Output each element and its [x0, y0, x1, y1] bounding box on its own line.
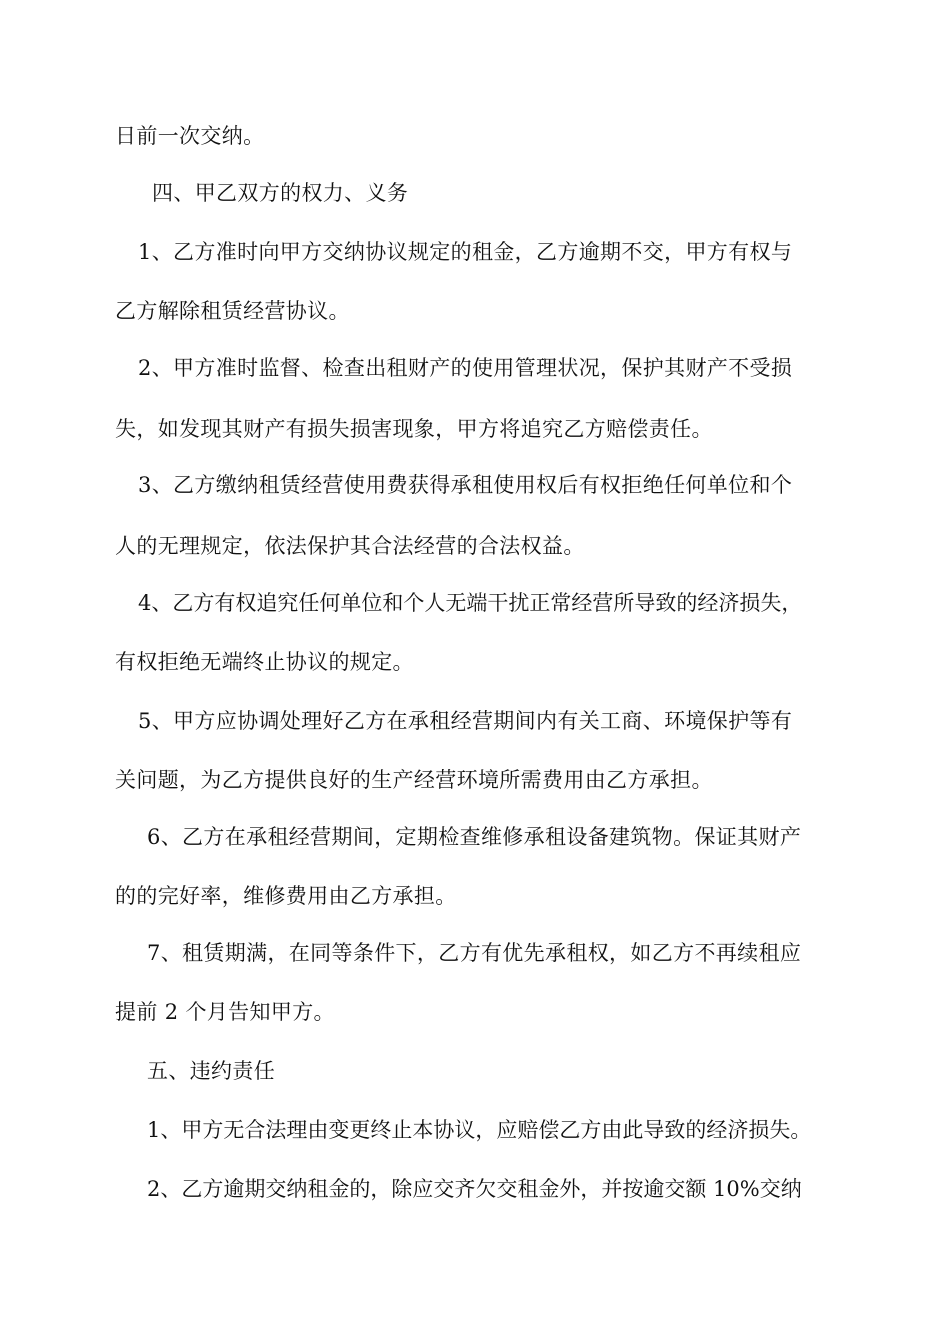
- clause-4-4-line-2: 有权拒绝无端终止协议的规定。: [115, 650, 414, 674]
- clause-5-2-line-1: 2、乙方逾期交纳租金的，除应交齐欠交租金外，并按逾交额 10%交纳: [147, 1177, 802, 1201]
- clause-4-6-line-1: 6、乙方在承租经营期间，定期检查维修承租设备建筑物。保证其财产: [147, 825, 802, 849]
- clause-4-7-line-1: 7、租赁期满，在同等条件下，乙方有优先承租权，如乙方不再续租应: [147, 941, 802, 965]
- clause-4-5-line-1: 5、甲方应协调处理好乙方在承租经营期间内有关工商、环境保护等有: [138, 709, 793, 733]
- clause-4-2-line-2: 失，如发现其财产有损失损害现象，甲方将追究乙方赔偿责任。: [115, 417, 713, 441]
- text-line-1: 日前一次交纳。: [115, 124, 265, 148]
- clause-4-3-line-1: 3、乙方缴纳租赁经营使用费获得承租使用权后有权拒绝任何单位和个: [138, 473, 793, 497]
- clause-4-1-line-2: 乙方解除租赁经营协议。: [115, 299, 350, 323]
- clause-4-1-line-1: 1、乙方准时向甲方交纳协议规定的租金，乙方逾期不交，甲方有权与: [138, 240, 793, 264]
- clause-4-6-line-2: 的的完好率，维修费用由乙方承担。: [115, 884, 457, 908]
- clause-4-4-line-1: 4、乙方有权追究任何单位和个人无端干扰正常经营所导致的经济损失，: [138, 591, 803, 615]
- clause-4-2-line-1: 2、甲方准时监督、检查出租财产的使用管理状况，保护其财产不受损: [138, 356, 793, 380]
- clause-4-5-line-2: 关问题，为乙方提供良好的生产经营环境所需费用由乙方承担。: [115, 768, 713, 792]
- clause-5-1-line-1: 1、甲方无合法理由变更终止本协议，应赔偿乙方由此导致的经济损失。: [147, 1118, 812, 1142]
- section-heading-5: 五、违约责任: [147, 1059, 276, 1083]
- section-heading-4: 四、甲乙双方的权力、义务: [152, 181, 409, 205]
- clause-4-7-line-2: 提前 2 个月告知甲方。: [115, 1000, 335, 1024]
- clause-4-3-line-2: 人的无理规定，依法保护其合法经营的合法权益。: [115, 534, 585, 558]
